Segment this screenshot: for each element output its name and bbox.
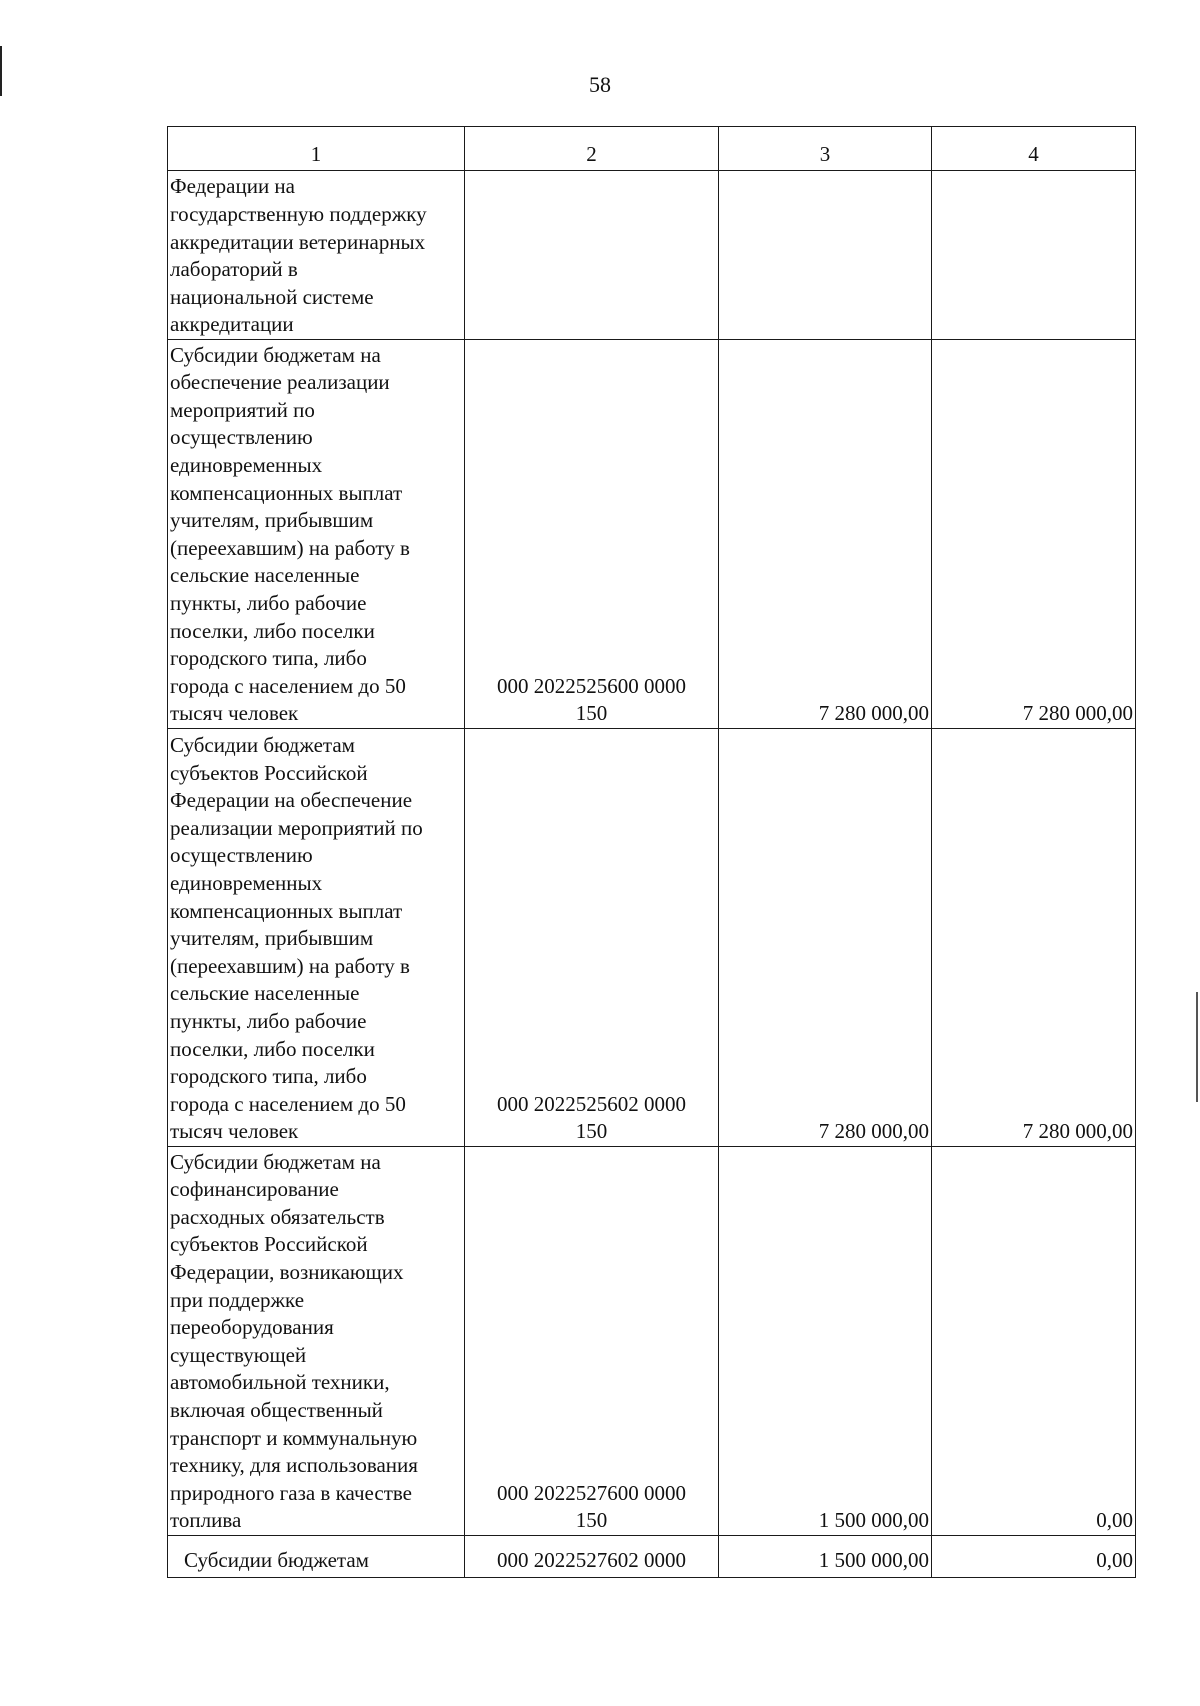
table-header-row [168,127,1136,171]
row-name-cell: Субсидии бюджетам [168,1536,465,1578]
row-code-cell: 000 2022525600 0000 150 [465,340,719,729]
row-col3-cell [719,171,932,340]
table-row [168,340,1136,729]
row-col4-cell: 0,00 [932,1147,1136,1536]
row-code-cell: 000 2022527602 0000 [465,1536,719,1578]
row-col3-cell: 1 500 000,00 [719,1536,932,1578]
budget-table [167,126,1136,1578]
row-col3-cell: 1 500 000,00 [719,1147,932,1536]
column-header-4: 4 [932,127,1136,171]
table-row [168,1536,1136,1578]
row-name-cell: Федерации на государственную поддержку аккредитации ветеринарных лабораторий в национальной системе аккредитации [168,171,465,340]
row-code-cell [465,171,719,340]
row-name-cell: Субсидии бюджетам субъектов Российской Федерации на обеспечение реализации мероприятий по осуществлению единовременных компенсационных выплат учителям, прибывшим (переехавшим) на работу в сельские населенные пункты, либо рабочие поселки, либо поселки городского типа, либо города с населением до 50 тысяч человек [168,729,465,1147]
column-header-1: 1 [168,127,465,171]
page-number: 58 [589,72,611,97]
row-col4-cell: 0,00 [932,1536,1136,1578]
row-name-cell: Субсидии бюджетам на софинансирование расходных обязательств субъектов Российской Федерации, возникающих при поддержке переоборудования существующей автомобильной техники, включая общественный транспорт и коммунальную технику, для использования природного газа в качестве топлива [168,1147,465,1536]
table-row [168,171,1136,340]
row-col4-cell: 7 280 000,00 [932,729,1136,1147]
column-header-3: 3 [719,127,932,171]
scan-edge-mark-right [1196,992,1198,1102]
row-col3-cell: 7 280 000,00 [719,340,932,729]
row-name-cell: Субсидии бюджетам на обеспечение реализации мероприятий по осуществлению единовременных компенсационных выплат учителям, прибывшим (переехавшим) на работу в сельские населенные пункты, либо рабочие поселки, либо поселки городского типа, либо города с населением до 50 тысяч человек [168,340,465,729]
column-header-2: 2 [465,127,719,171]
row-code-cell: 000 2022527600 0000 150 [465,1147,719,1536]
row-col4-cell: 7 280 000,00 [932,340,1136,729]
table-row [168,1147,1136,1536]
row-code-cell: 000 2022525602 0000 150 [465,729,719,1147]
row-col3-cell: 7 280 000,00 [719,729,932,1147]
row-col4-cell [932,171,1136,340]
table-row [168,729,1136,1147]
